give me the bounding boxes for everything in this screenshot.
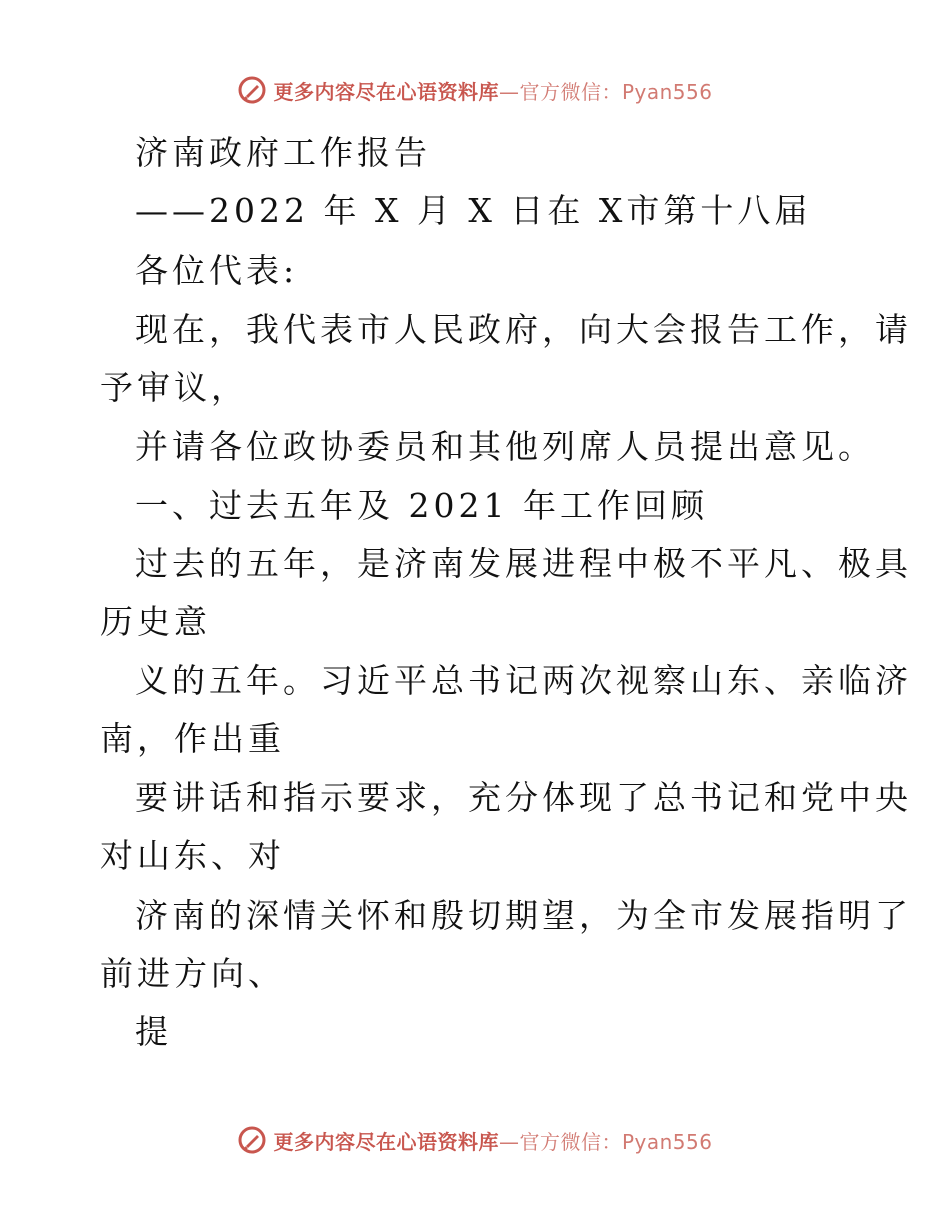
paragraph-line: 予审议，	[100, 368, 248, 407]
pen-logo-icon	[237, 1125, 267, 1155]
banner-text: 更多内容尽在心语资料库—官方微信：Pyan556	[273, 1129, 713, 1154]
paragraph-line: 济南的深情关怀和殷切期望，为全市发展指明了	[135, 896, 912, 935]
paragraph-line: 历史意	[100, 602, 211, 641]
paragraph-line: 南，作出重	[100, 719, 285, 758]
document-subtitle: ——2022 年 X 月 X 日在 X市第十八届	[135, 191, 812, 230]
paragraph-line: 对山东、对	[100, 836, 285, 875]
document-title: 济南政府工作报告	[135, 133, 431, 172]
paragraph-line: 要讲话和指示要求，充分体现了总书记和党中央	[135, 778, 912, 817]
paragraph-line: 义的五年。习近平总书记两次视察山东、亲临济	[135, 661, 912, 700]
paragraph-line: 并请各位政协委员和其他列席人员提出意见。	[135, 427, 875, 466]
salutation: 各位代表:	[135, 251, 299, 290]
footer-watermark-banner	[0, 1120, 950, 1160]
pen-logo-icon	[237, 75, 267, 105]
paragraph-line: 现在，我代表市人民政府，向大会报告工作，请	[135, 310, 912, 349]
paragraph-line: 过去的五年，是济南发展进程中极不平凡、极具	[135, 544, 912, 583]
header-watermark-banner	[0, 70, 950, 110]
paragraph-line: 提	[135, 1012, 172, 1051]
banner-text: 更多内容尽在心语资料库—官方微信：Pyan556	[273, 79, 713, 104]
paragraph-line: 前进方向、	[100, 954, 285, 993]
section-heading: 一、过去五年及 2021 年工作回顾	[135, 486, 708, 525]
